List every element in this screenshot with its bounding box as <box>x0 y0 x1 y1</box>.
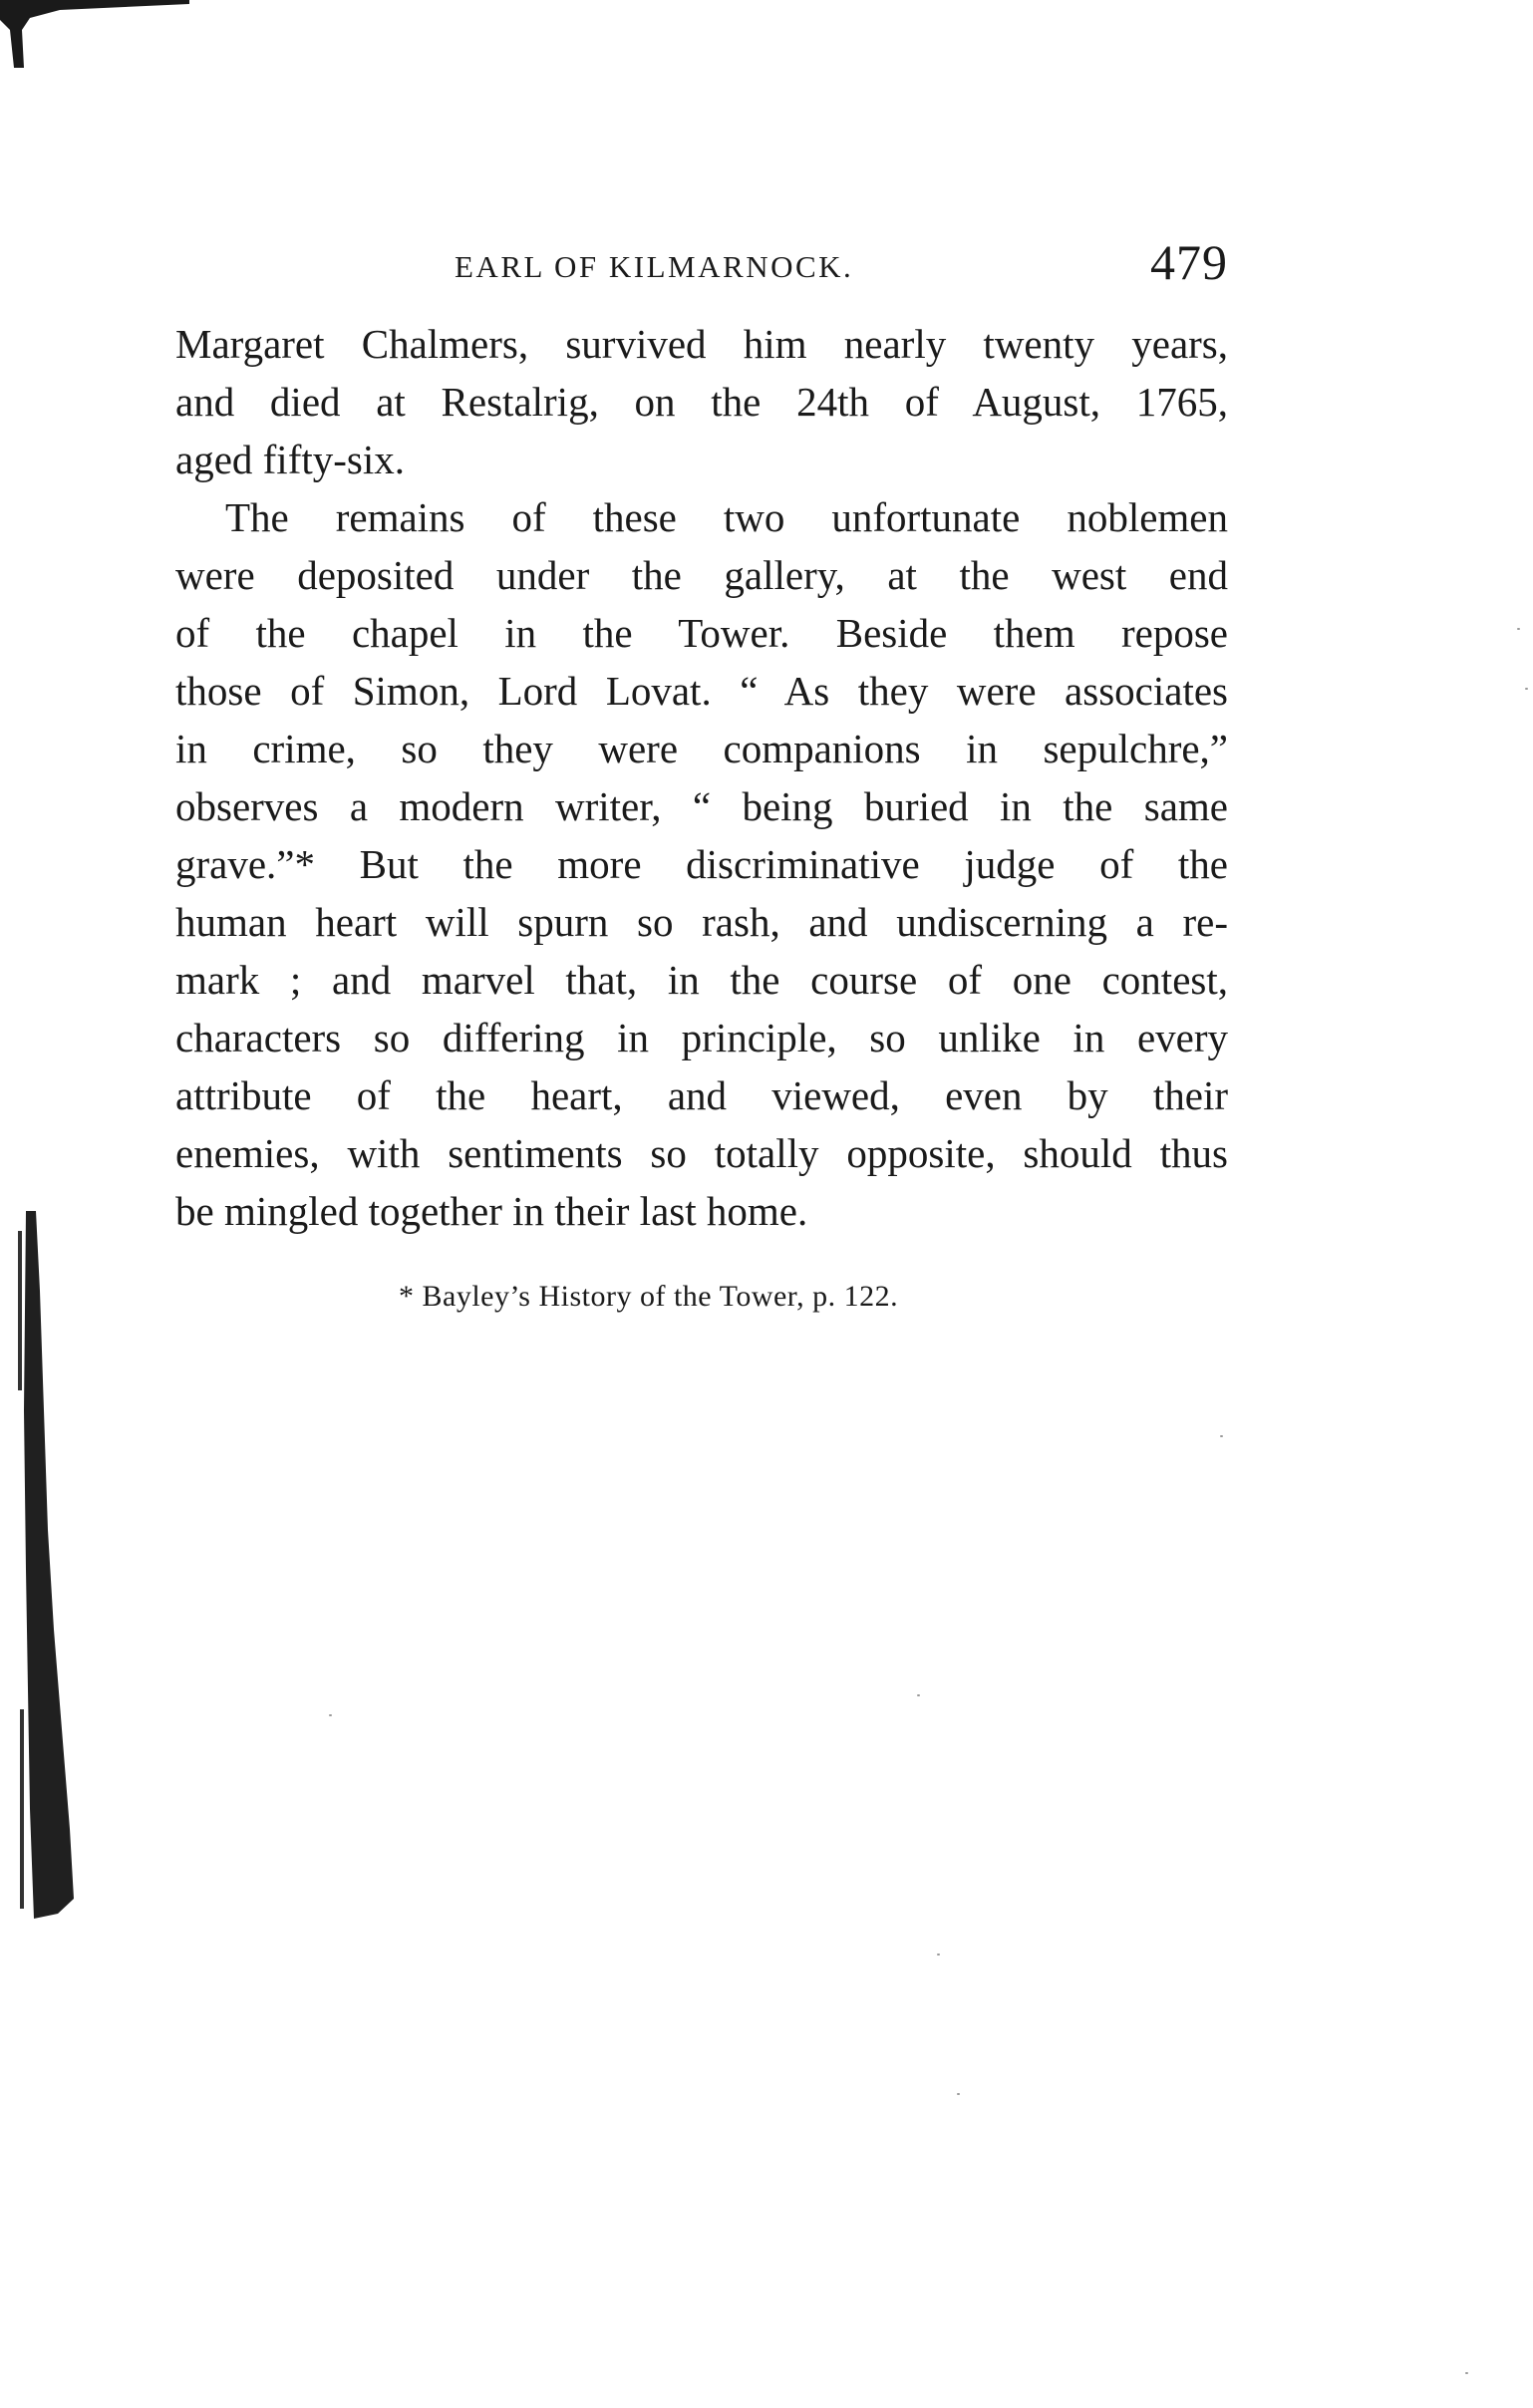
text-line: characters so differing in principle, so unlike in every <box>175 1015 1228 1060</box>
text-line: Margaret Chalmers, survived him nearly twenty years, <box>175 321 1228 367</box>
page-header <box>175 234 1228 299</box>
text-line: were deposited under the gallery, at the west end <box>175 552 1228 598</box>
running-title: EARL OF KILMARNOCK. <box>455 249 854 284</box>
paper-speck <box>917 1694 920 1696</box>
text-line: human heart will spurn so rash, and undiscerning a re- <box>175 899 1228 945</box>
paper-speck <box>1525 688 1528 690</box>
text-line: aged fifty-six. <box>175 437 405 482</box>
text-line: be mingled together in their last home. <box>175 1188 808 1234</box>
page-number: 479 <box>1150 234 1228 290</box>
body-text <box>175 315 1228 1240</box>
text-line: grave.”* But the more discriminative judge of the <box>175 841 1228 887</box>
text-line: in crime, so they were companions in sepulchre,” <box>175 726 1228 771</box>
text-line: enemies, with sentiments so totally opposite, should thus <box>175 1130 1228 1176</box>
paper-speck <box>1220 1435 1223 1437</box>
text-line: mark ; and marvel that, in the course of one contest, <box>175 957 1228 1003</box>
paper-speck <box>937 1954 940 1956</box>
paper-speck <box>957 2093 960 2095</box>
paper-speck <box>329 1714 332 1716</box>
paragraph-first-line: The remains of these two unfortunate noblemen <box>225 494 1228 540</box>
scan-edge-mark <box>0 0 189 70</box>
footnote: * Bayley’s History of the Tower, p. 122. <box>399 1280 899 1313</box>
text-line: those of Simon, Lord Lovat. “ As they were associates <box>175 668 1228 714</box>
text-line: observes a modern writer, “ being buried in the same <box>175 783 1228 829</box>
text-line: attribute of the heart, and viewed, even by their <box>175 1072 1228 1118</box>
paper-speck <box>1517 628 1520 630</box>
binding-gutter-shadow <box>14 1211 74 1919</box>
text-line: of the chapel in the Tower. Beside them repose <box>175 610 1228 656</box>
paper-speck <box>1465 2372 1468 2374</box>
text-line: and died at Restalrig, on the 24th of August, 1765, <box>175 379 1228 425</box>
